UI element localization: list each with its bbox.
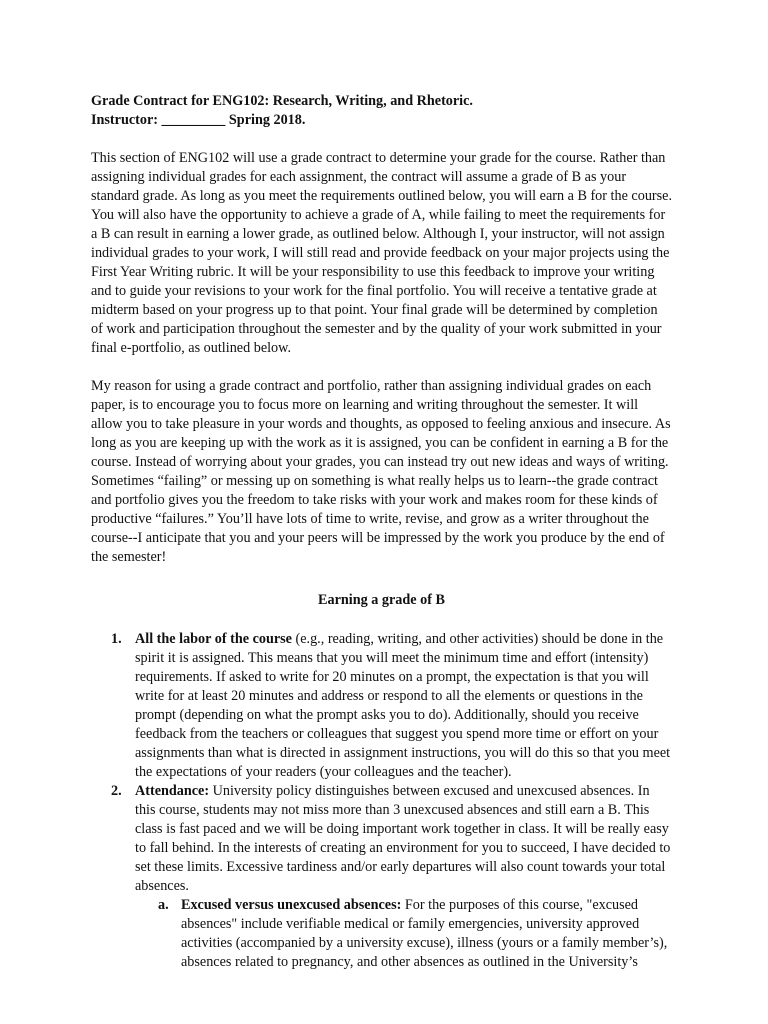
reason-paragraph: My reason for using a grade contract and portfolio, rather than assigning individual grades on each paper, is to encourage you to focus more on learning and writing throughout the semester. It will allow you to take pleasure in your words and thoughts, as opposed to feeling anxious and insecure. As long as you are keeping up with the work as it is assigned, you can be confident in earning a B for the course. Instead of worrying about your grades, you can instead try out new ideas and ways of writing. Sometimes “failing” or messing up on something is what really helps us to learn--the grade contract and portfolio gives you the freedom to take risks with your work and makes room for these kinds of productive “failures.” You’ll have lots of time to write, revise, and grow as a writer throughout the course--I anticipate that you and your peers will be impressed by the work you produce by the end of the semester!	[91, 378, 671, 565]
list-item	[91, 782, 672, 896]
sub-item-text: For the purposes of this course, "excused absences" include verifiable medical or family emergencies, university approved activities (accompanied by a university excuse), illness (yours or a family member’s), absences related to pregnancy, and other absences as outlined in the University’s	[181, 897, 668, 970]
requirements-list	[91, 630, 672, 896]
list-item-lead: Attendance:	[135, 783, 210, 799]
instructor-line: Instructor: _________ Spring 2018.	[91, 112, 306, 128]
list-item-number: 2.	[111, 783, 122, 799]
intro-paragraph: This section of ENG102 will use a grade contract to determine your grade for the course. Rather than assigning individual grades for each assignment, the contract will assume a grade of B as your standard grade. As long as you meet the requirements outlined below, you will earn a B for the course. You will also have the opportunity to achieve a grade of A, while failing to meet the requirements for a B can result in earning a lower grade, as outlined below. Although I, your instructor, will not assign individual grades to your work, I will still read and provide feedback on your major projects using the First Year Writing rubric. It will be your responsibility to use this feedback to improve your writing and to guide your revisions to your work for the final portfolio. You will receive a tentative grade at midterm based on your progress up to that point. Your final grade will be determined by completion of work and participation throughout the semester and by the quality of your work submitted in your final e-portfolio, as outlined below.	[91, 150, 673, 356]
sub-item-letter: a.	[158, 897, 169, 913]
sub-item-lead: Excused versus unexcused absences:	[181, 897, 402, 913]
list-item-lead: All the labor of the course	[135, 631, 292, 647]
list-item-text: (e.g., reading, writing, and other activities) should be done in the spirit it is assigned. This means that you will meet the minimum time and effort (intensity) requirements. If asked to write for 20 minutes on a prompt, the expectation is that you will write for at least 20 minutes and address or respond to all the elements or questions in the prompt (depending on what the prompt asks you to do). Additionally, should you receive feedback from the teachers or colleagues that suggest you spend more time or effort on your assignments than what is directed in assignment instructions, you will do this so that you meet the expectations of your readers (your colleagues and the teacher).	[135, 631, 671, 780]
document-title: Grade Contract for ENG102: Research, Writing, and Rhetoric.	[91, 93, 473, 109]
list-item-text: University policy distinguishes between excused and unexcused absences. In this course, students may not miss more than 3 unexcused absences and still earn a B. This class is fast paced and we will be doing important work together in class. It will be really easy to fall behind. In the interests of creating an environment for you to succeed, I have decided to set these limits. Excessive tardiness and/or early departures will also count towards your total absences.	[135, 783, 671, 894]
list-item	[91, 630, 672, 782]
sub-list-item	[91, 896, 672, 972]
list-item-number: 1.	[111, 631, 122, 647]
section-heading: Earning a grade of B	[318, 592, 445, 608]
